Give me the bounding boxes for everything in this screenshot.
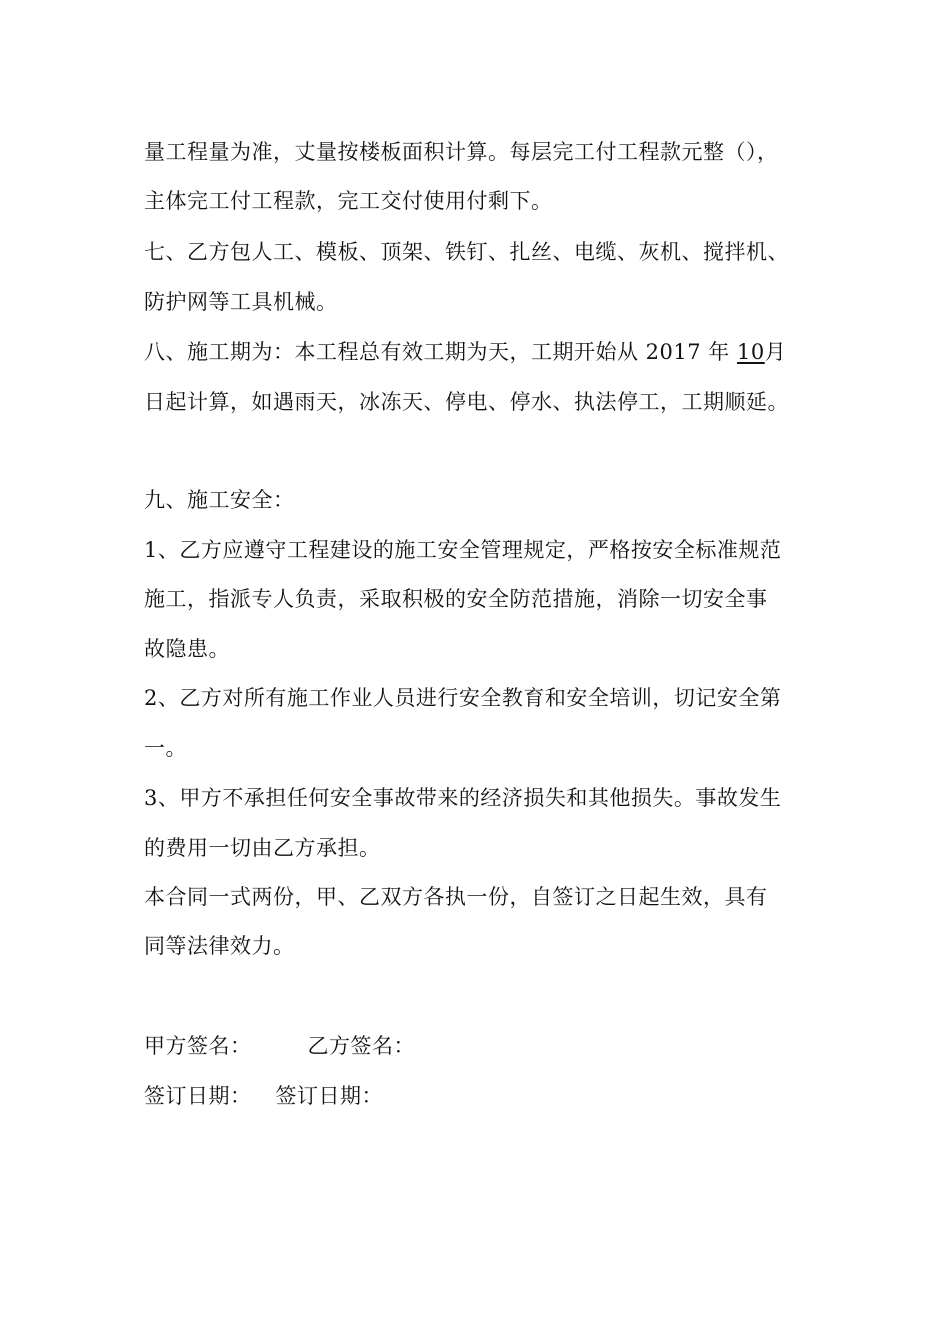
closing-line2: 同等法律效力。 [144,934,295,958]
section7-line2: 防护网等工具机械。 [144,290,338,314]
section8-line1 [144,337,834,367]
section8-line2: 日起计算，如遇雨天，冰冻天、停电、停水、执法停工，工期顺延。 [144,390,789,414]
party-a-sign-label: 甲方签名： [144,1034,252,1058]
section9-item1-line3: 故隐患。 [144,637,230,661]
section9-item1-line2: 施工，指派专人负责，采取积极的安全防范措施，消除一切安全事 [144,587,768,611]
section9-item2-line2: 一。 [144,736,187,760]
signature-row [144,1031,834,1061]
section8-line1-suffix: 月 [764,340,787,364]
party-b-sign-label: 乙方签名： [307,1034,415,1058]
section8-line1-prefix: 八、施工期为：本工程总有效工期为天，工期开始从 2017 年 [144,340,730,364]
closing-line1: 本合同一式两份，甲、乙双方各执一份，自签订之日起生效，具有 [144,885,768,909]
section9-heading: 九、施工安全： [144,488,295,512]
party-b-date-label: 签订日期： [275,1084,383,1108]
section9-item3-line1: 3、甲方不承担任何安全事故带来的经济损失和其他损失。事故发生 [144,786,782,810]
para1-line1: 量工程量为准，丈量按楼板面积计算。每层完工付工程款元整（）， [144,140,779,164]
section9-item1-line1: 1、乙方应遵守工程建设的施工安全管理规定，严格按安全标准规范 [144,538,782,562]
section9-item3-line2: 的费用一切由乙方承担。 [144,836,381,860]
section8-month: 10 [736,340,765,364]
section9-item2-line1: 2、乙方对所有施工作业人员进行安全教育和安全培训，切记安全第 [144,686,782,710]
section7-line1: 七、乙方包人工、模板、顶架、铁钉、扎丝、电缆、灰机、搅拌机、 [144,240,789,264]
party-a-date-label: 签订日期： [144,1084,252,1108]
para1-line2: 主体完工付工程款，完工交付使用付剩下。 [144,189,553,213]
date-row [144,1081,834,1111]
